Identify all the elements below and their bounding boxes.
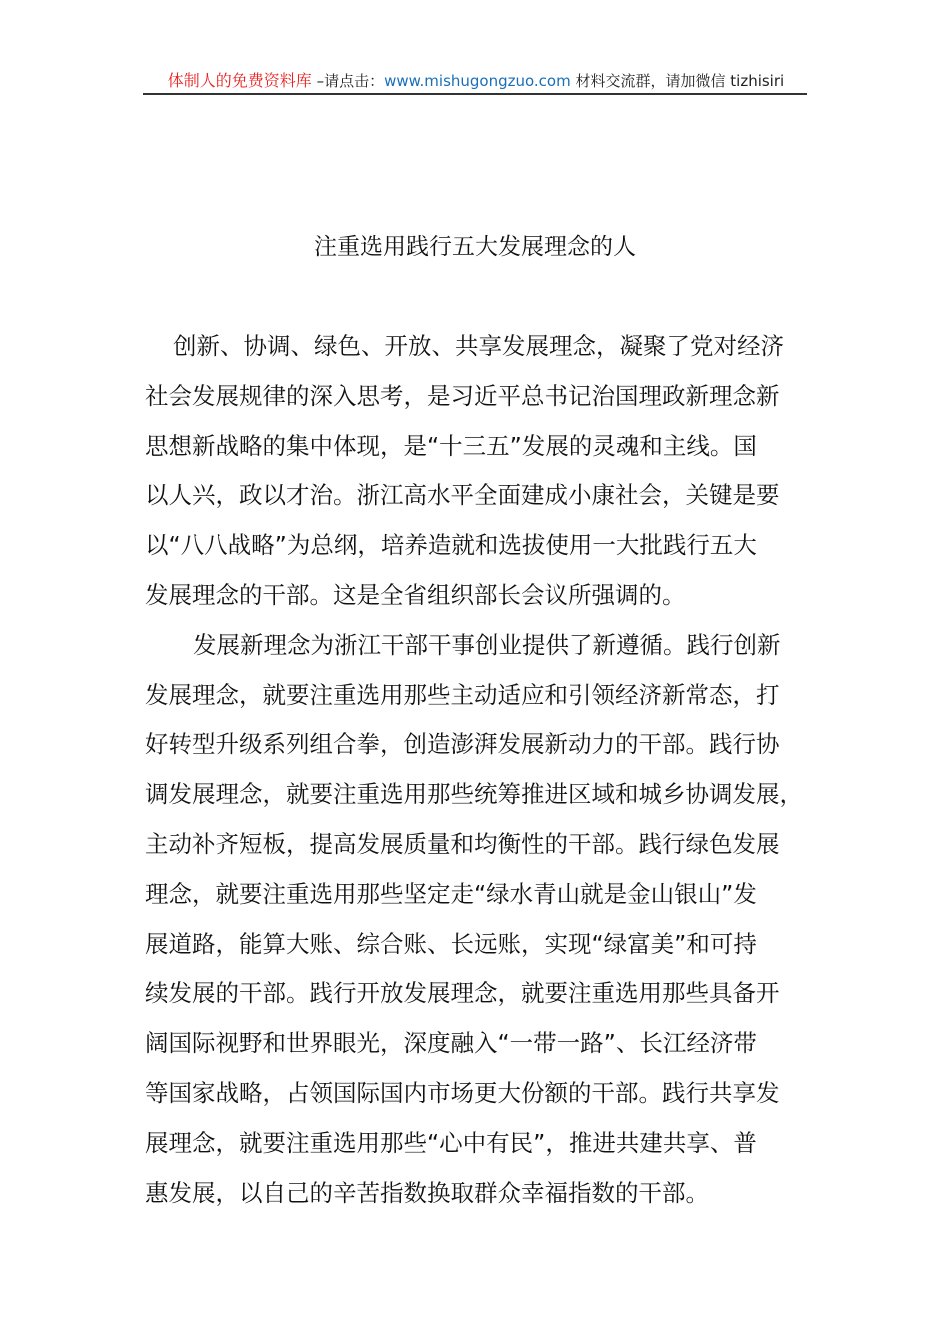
paragraph-line: 发展理念的干部。这是全省组织部长会议所强调的。 xyxy=(145,580,686,609)
paragraph-line: 调发展理念，就要注重选用那些统筹推进区域和城乡协调发展， xyxy=(145,780,803,809)
paragraph-line: 创新、协调、绿色、开放、共享发展理念，凝聚了党对经济 xyxy=(173,332,784,360)
paragraph-line: 发展理念，就要注重选用那些主动适应和引领经济新常态，打 xyxy=(145,680,780,709)
document-title: 注重选用践行五大发展理念的人 xyxy=(314,234,636,260)
paragraph-line: 理念，就要注重选用那些坚定走“绿水青山就是金山银山”发 xyxy=(145,879,757,908)
header-url-link[interactable]: www.mishugongzuo.com xyxy=(384,72,571,90)
header-prompt: –请点击： xyxy=(311,72,385,90)
paragraph-line: 惠发展，以自己的辛苦指数换取群众幸福指数的干部。 xyxy=(145,1178,709,1207)
paragraph-line: 发展新理念为浙江干部干事创业提供了新遵循。践行创新 xyxy=(193,630,781,659)
header-suffix: 材料交流群，请加微信 tizhisiri xyxy=(570,72,785,90)
paragraph-line: 思想新战略的集中体现，是“十三五”发展的灵魂和主线。国 xyxy=(145,431,757,460)
paragraph-line: 展道路，能算大账、综合账、长远账，实现“绿富美”和可持 xyxy=(145,929,757,958)
paragraph-line: 好转型升级系列组合拳，创造澎湃发展新动力的干部。践行协 xyxy=(145,730,780,759)
paragraph-line: 阔国际视野和世界眼光，深度融入“一带一路”、长江经济带 xyxy=(145,1029,757,1058)
paragraph-line: 展理念，就要注重选用那些“心中有民”，推进共建共享、普 xyxy=(145,1128,757,1157)
paragraph-1 xyxy=(145,322,811,621)
paragraph-line: 以“八八战略”为总纲，培养造就和选拔使用一大批践行五大 xyxy=(145,531,757,560)
paragraph-line: 主动补齐短板，提高发展质量和均衡性的干部。践行绿色发展 xyxy=(145,829,780,858)
header-divider xyxy=(143,93,807,95)
page-header xyxy=(145,70,807,94)
header-brand: 体制人的免费资料库 xyxy=(167,71,312,90)
paragraph-line: 续发展的干部。践行开放发展理念，就要注重选用那些具备开 xyxy=(145,979,780,1008)
paragraph-line: 等国家战略，占领国际国内市场更大份额的干部。践行共享发 xyxy=(145,1078,780,1107)
paragraph-2 xyxy=(145,621,811,1219)
paragraph-line: 社会发展规律的深入思考，是习近平总书记治国理政新理念新 xyxy=(145,381,780,410)
document-body xyxy=(145,322,811,1218)
paragraph-line: 以人兴，政以才治。浙江高水平全面建成小康社会，关键是要 xyxy=(145,481,780,510)
